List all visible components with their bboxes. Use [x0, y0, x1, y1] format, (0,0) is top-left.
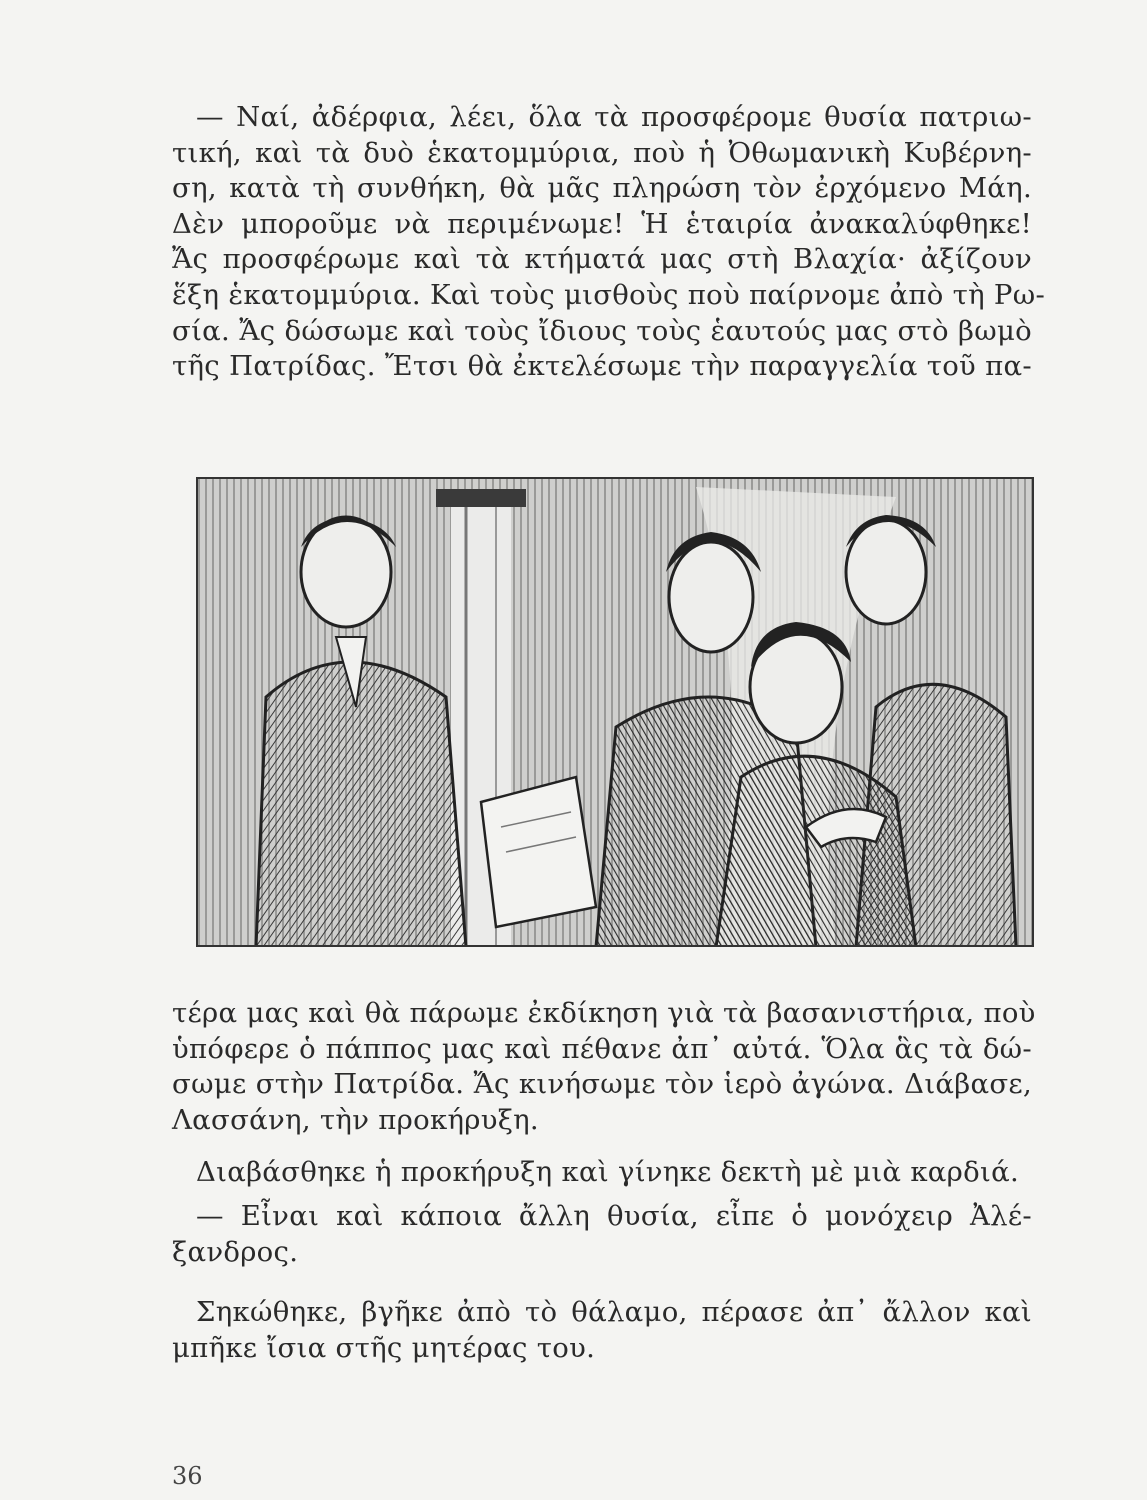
text-line: ἕξη ἑκατομμύρια. Καὶ τοὺς μισθοὺς ποὺ παίρνομε ἀπὸ τὴ Ρω- [172, 278, 1046, 311]
text-line: μπῆκε ἴσια στῆς μητέρας του. [172, 1331, 596, 1364]
paragraph-1 [172, 100, 1046, 385]
text-line: — Εἶναι καὶ κάποια ἄλλη θυσία, εἶπε ὁ μονόχειρ Ἀλέ- [196, 1200, 1032, 1232]
text-line: Σηκώθηκε, βγῆκε ἀπὸ τὸ θάλαμο, πέρασε ἀπ᾿ ἄλλον καὶ [196, 1296, 1032, 1328]
text-line: ση, κατὰ τὴ συνθήκη, θὰ μᾶς πληρώση τὸν ἐρχόμενο Μάη. [172, 172, 1032, 205]
text-line: τῆς Πατρίδας. Ἔτσι θὰ ἐκτελέσωμε τὴν παραγγελία τοῦ πα- [172, 350, 1032, 383]
text-line: Ἄς προσφέρωμε καὶ τὰ κτήματά μας στὴ Βλαχία· ἀξίζουν [172, 243, 1032, 276]
text-line: σία. Ἄς δώσωμε καὶ τοὺς ἴδιους τοὺς ἑαυτούς μας στὸ βωμὸ [172, 314, 1032, 347]
text-line: ὑπόφερε ὁ πάππος μας καὶ πέθανε ἀπ᾿ αὐτά. Ὅλα ἃς τὰ δώ- [172, 1032, 1032, 1065]
text-line: Διαβάσθηκε ἡ προκήρυξη καὶ γίνηκε δεκτὴ μὲ μιὰ καρδιά. [196, 1156, 1019, 1188]
text-line: τέρα μας καὶ θὰ πάρωμε ἐκδίκηση γιὰ τὰ βασανιστήρια, ποὺ [172, 997, 1036, 1029]
text-line: Δὲν μποροῦμε νὰ περιμένωμε! Ἡ ἑταιρία ἀνακαλύφθηκε! [172, 207, 1032, 240]
text-line: — Ναί, ἀδέρφια, λέει, ὅλα τὰ προσφέρομε θυσία πατριω- [196, 101, 1032, 133]
illustration-drawing [196, 477, 1034, 947]
paragraph-3 [172, 1155, 1032, 1191]
paragraph-5 [172, 1295, 1032, 1366]
text-line: τική, καὶ τὰ δυὸ ἑκατομμύρια, ποὺ ἡ Ὀθωμανικὴ Κυβέρνη- [172, 136, 1032, 169]
paragraph-4 [172, 1199, 1032, 1270]
page-number: 36 [172, 1462, 203, 1490]
text-line: Λασσάνη, τὴν προκήρυξη. [172, 1103, 539, 1136]
paragraph-2 [172, 996, 1036, 1138]
text-line: σωμε στὴν Πατρίδα. Ἄς κινήσωμε τὸν ἱερὸ ἀγώνα. Διάβασε, [172, 1068, 1032, 1101]
woodcut-illustration [196, 477, 1034, 947]
text-line: ξανδρος. [172, 1235, 299, 1268]
